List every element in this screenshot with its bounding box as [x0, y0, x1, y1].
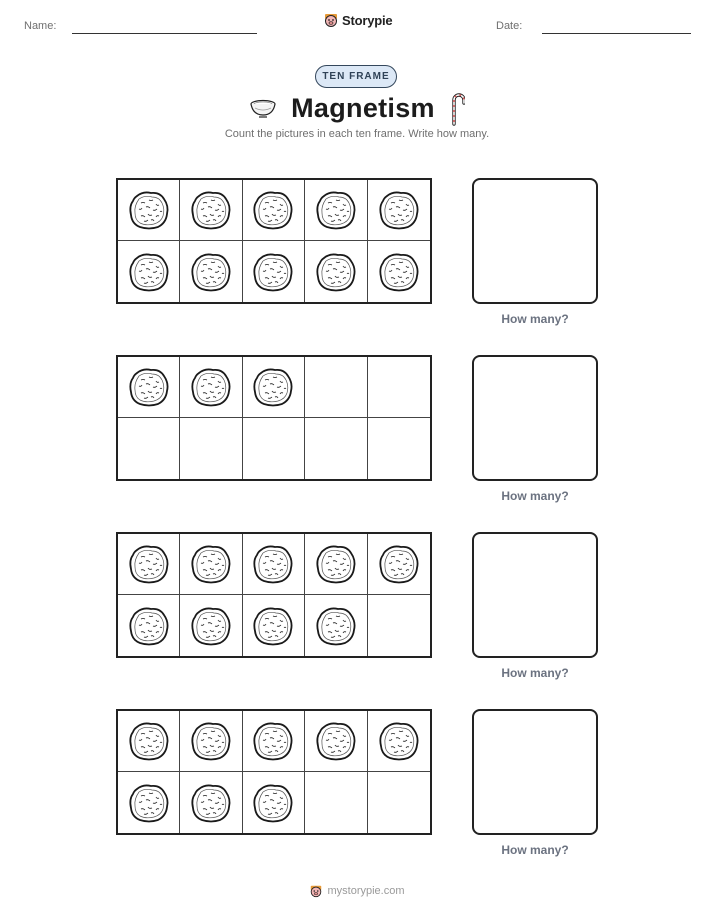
- frame-cell: [180, 180, 242, 241]
- rock-icon: [377, 543, 421, 585]
- frame-cell: [118, 534, 180, 595]
- storypie-pig-icon: [323, 12, 339, 28]
- rock-icon: [127, 251, 171, 293]
- rock-icon: [189, 605, 233, 647]
- rock-icon: [251, 366, 295, 408]
- how-many-label: How many?: [501, 843, 569, 857]
- rock-icon: [251, 782, 295, 824]
- frame-cell: [305, 711, 367, 772]
- rock-icon: [314, 543, 358, 585]
- rock-icon: [189, 543, 233, 585]
- frame-cell: [305, 357, 367, 418]
- frame-cell: [305, 595, 367, 656]
- frame-cell: [368, 180, 430, 241]
- answer-box[interactable]: [472, 532, 598, 658]
- instructions: Count the pictures in each ten frame. Write how many.: [224, 128, 490, 140]
- rock-icon: [377, 251, 421, 293]
- frame-cell: [180, 711, 242, 772]
- rock-icon: [251, 605, 295, 647]
- frame-cell: [118, 180, 180, 241]
- frame-cell: [368, 418, 430, 479]
- how-many-label: How many?: [501, 312, 569, 326]
- storypie-logo: [323, 12, 392, 28]
- frame-cell: [243, 711, 305, 772]
- rock-icon: [127, 366, 171, 408]
- rock-icon: [377, 189, 421, 231]
- frame-cell: [118, 772, 180, 833]
- rock-icon: [251, 251, 295, 293]
- frame-cell: [368, 595, 430, 656]
- page-title: Magnetism: [291, 92, 435, 123]
- rock-icon: [189, 251, 233, 293]
- frame-cell: [243, 180, 305, 241]
- answer-box[interactable]: [472, 178, 598, 304]
- ten-frame: [116, 355, 432, 481]
- frame-cell: [180, 241, 242, 302]
- rock-icon: [314, 189, 358, 231]
- rock-icon: [377, 720, 421, 762]
- rock-icon: [127, 189, 171, 231]
- frame-cell: [243, 772, 305, 833]
- frame-cell: [305, 241, 367, 302]
- frame-cell: [305, 772, 367, 833]
- frame-cell: [243, 241, 305, 302]
- rock-icon: [314, 720, 358, 762]
- frame-cell: [118, 418, 180, 479]
- rock-icon: [127, 543, 171, 585]
- frame-cell: [180, 534, 242, 595]
- frame-cell: [180, 595, 242, 656]
- rock-icon: [251, 189, 295, 231]
- how-many-label: How many?: [501, 489, 569, 503]
- frame-cell: [368, 772, 430, 833]
- footer: [0, 884, 714, 898]
- frame-cell: [243, 534, 305, 595]
- date-label: Date:: [496, 20, 523, 32]
- answer-box[interactable]: [472, 355, 598, 481]
- frame-cell: [368, 711, 430, 772]
- frame-cell: [368, 241, 430, 302]
- storypie-pig-icon: [309, 884, 323, 898]
- footer-url: mystorypie.com: [327, 885, 405, 897]
- frame-cell: [180, 772, 242, 833]
- frame-cell: [305, 534, 367, 595]
- frame-cell: [118, 711, 180, 772]
- rock-icon: [189, 366, 233, 408]
- rock-icon: [314, 251, 358, 293]
- frame-cell: [180, 418, 242, 479]
- frame-cell: [368, 534, 430, 595]
- frame-cell: [243, 357, 305, 418]
- rock-icon: [189, 720, 233, 762]
- date-line[interactable]: [542, 33, 691, 34]
- rock-icon: [127, 605, 171, 647]
- rock-icon: [127, 782, 171, 824]
- ten-frame: [116, 709, 432, 835]
- frame-cell: [180, 357, 242, 418]
- frame-cell: [118, 241, 180, 302]
- ten-frame: [116, 178, 432, 304]
- how-many-label: How many?: [501, 666, 569, 680]
- frame-cell: [243, 418, 305, 479]
- rock-icon: [251, 543, 295, 585]
- rock-icon: [189, 189, 233, 231]
- rock-icon: [251, 720, 295, 762]
- name-label: Name:: [24, 20, 57, 32]
- brand-name: Storypie: [342, 12, 393, 28]
- frame-cell: [305, 180, 367, 241]
- frame-cell: [243, 595, 305, 656]
- frame-cell: [118, 595, 180, 656]
- frame-cell: [118, 357, 180, 418]
- answer-box[interactable]: [472, 709, 598, 835]
- frame-cell: [368, 357, 430, 418]
- rock-icon: [314, 605, 358, 647]
- ten-frame: [116, 532, 432, 658]
- ten-frame-badge: TEN FRAME: [315, 65, 397, 88]
- bowl-icon: [249, 97, 277, 119]
- frame-cell: [305, 418, 367, 479]
- name-line[interactable]: [72, 33, 257, 34]
- rock-icon: [189, 782, 233, 824]
- title-row: [0, 90, 714, 126]
- candy-cane-icon: [449, 90, 465, 126]
- rock-icon: [127, 720, 171, 762]
